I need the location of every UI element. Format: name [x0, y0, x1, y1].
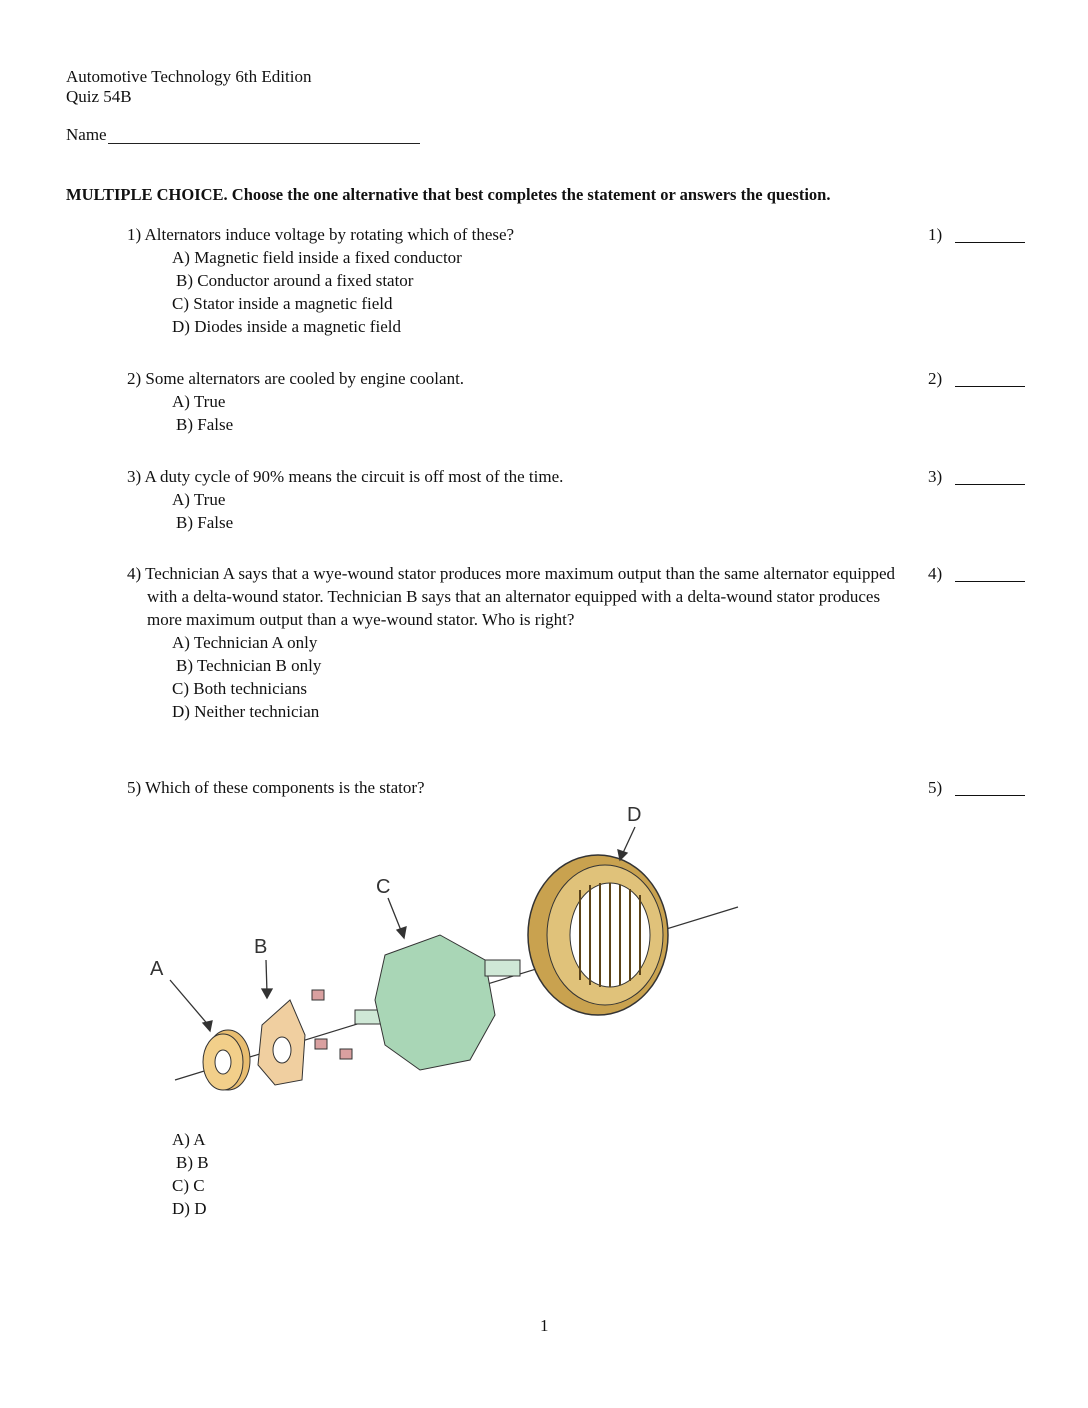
option: C) Both technicians: [172, 679, 308, 698]
question-stem: 2) Some alternators are cooled by engine coolant.: [127, 369, 465, 388]
answer-number: 5): [928, 778, 943, 797]
label-b: B: [254, 936, 268, 958]
quiz-label: Quiz 54B: [66, 87, 132, 106]
option: D) Neither technician: [172, 702, 320, 721]
label-a: A: [150, 958, 164, 980]
option: C) C: [172, 1176, 205, 1195]
answer-number: 4): [928, 564, 943, 583]
part-a-bearing: [203, 1030, 250, 1090]
answer-number: 2): [928, 369, 943, 388]
option: A) Technician A only: [172, 633, 318, 652]
question-3: [127, 465, 1077, 534]
option: A) True: [172, 392, 226, 411]
document-title: Automotive Technology 6th Edition: [66, 67, 312, 86]
question-stem: 3) A duty cycle of 90% means the circuit is off most of the time.: [127, 467, 564, 486]
question-5-options: [127, 1128, 1077, 1220]
answer-blank[interactable]: [955, 484, 1025, 485]
label-c: C: [376, 876, 391, 898]
part-d-stator: [528, 855, 668, 1015]
question-4: [127, 562, 1077, 723]
option: D) D: [172, 1199, 207, 1218]
answer-blank[interactable]: [955, 795, 1025, 796]
question-stem: 4) Technician A says that a wye-wound stator produces more maximum output than the same alternator equipped with a delta-wound stator. Technician B says that an alternator equipped with a delta-wound stator produces more maximum output than a wye-wound stator. Who is right?: [127, 564, 896, 629]
option: B) B: [176, 1153, 209, 1172]
question-2: [127, 367, 1077, 436]
option: B) Conductor around a fixed stator: [176, 271, 414, 290]
instructions: MULTIPLE CHOICE. Choose the one alternative that best completes the statement or answers the question.: [66, 185, 831, 204]
answer-number: 3): [928, 467, 943, 486]
page-number: 1: [540, 1316, 549, 1335]
part-c-rotor: [355, 935, 520, 1070]
question-1: [127, 223, 1077, 338]
alternator-exploded-diagram: [140, 795, 750, 1105]
option: A) A: [172, 1130, 206, 1149]
answer-blank[interactable]: [955, 581, 1025, 582]
answer-number: 1): [928, 225, 943, 244]
option: B) False: [176, 415, 234, 434]
question-stem: 1) Alternators induce voltage by rotating which of these?: [127, 225, 515, 244]
option: C) Stator inside a magnetic field: [172, 294, 393, 313]
screws: [312, 990, 352, 1059]
name-field[interactable]: [108, 143, 420, 144]
answer-blank[interactable]: [955, 386, 1025, 387]
name-label: Name: [66, 125, 107, 144]
option: D) Diodes inside a magnetic field: [172, 317, 401, 336]
question-stem: 5) Which of these components is the stator?: [127, 778, 425, 797]
option: B) Technician B only: [176, 656, 322, 675]
label-d: D: [627, 804, 642, 826]
option: A) Magnetic field inside a fixed conductor: [172, 248, 462, 267]
option: A) True: [172, 490, 226, 509]
part-b-plate: [258, 1000, 305, 1085]
option: B) False: [176, 513, 234, 532]
answer-blank[interactable]: [955, 242, 1025, 243]
